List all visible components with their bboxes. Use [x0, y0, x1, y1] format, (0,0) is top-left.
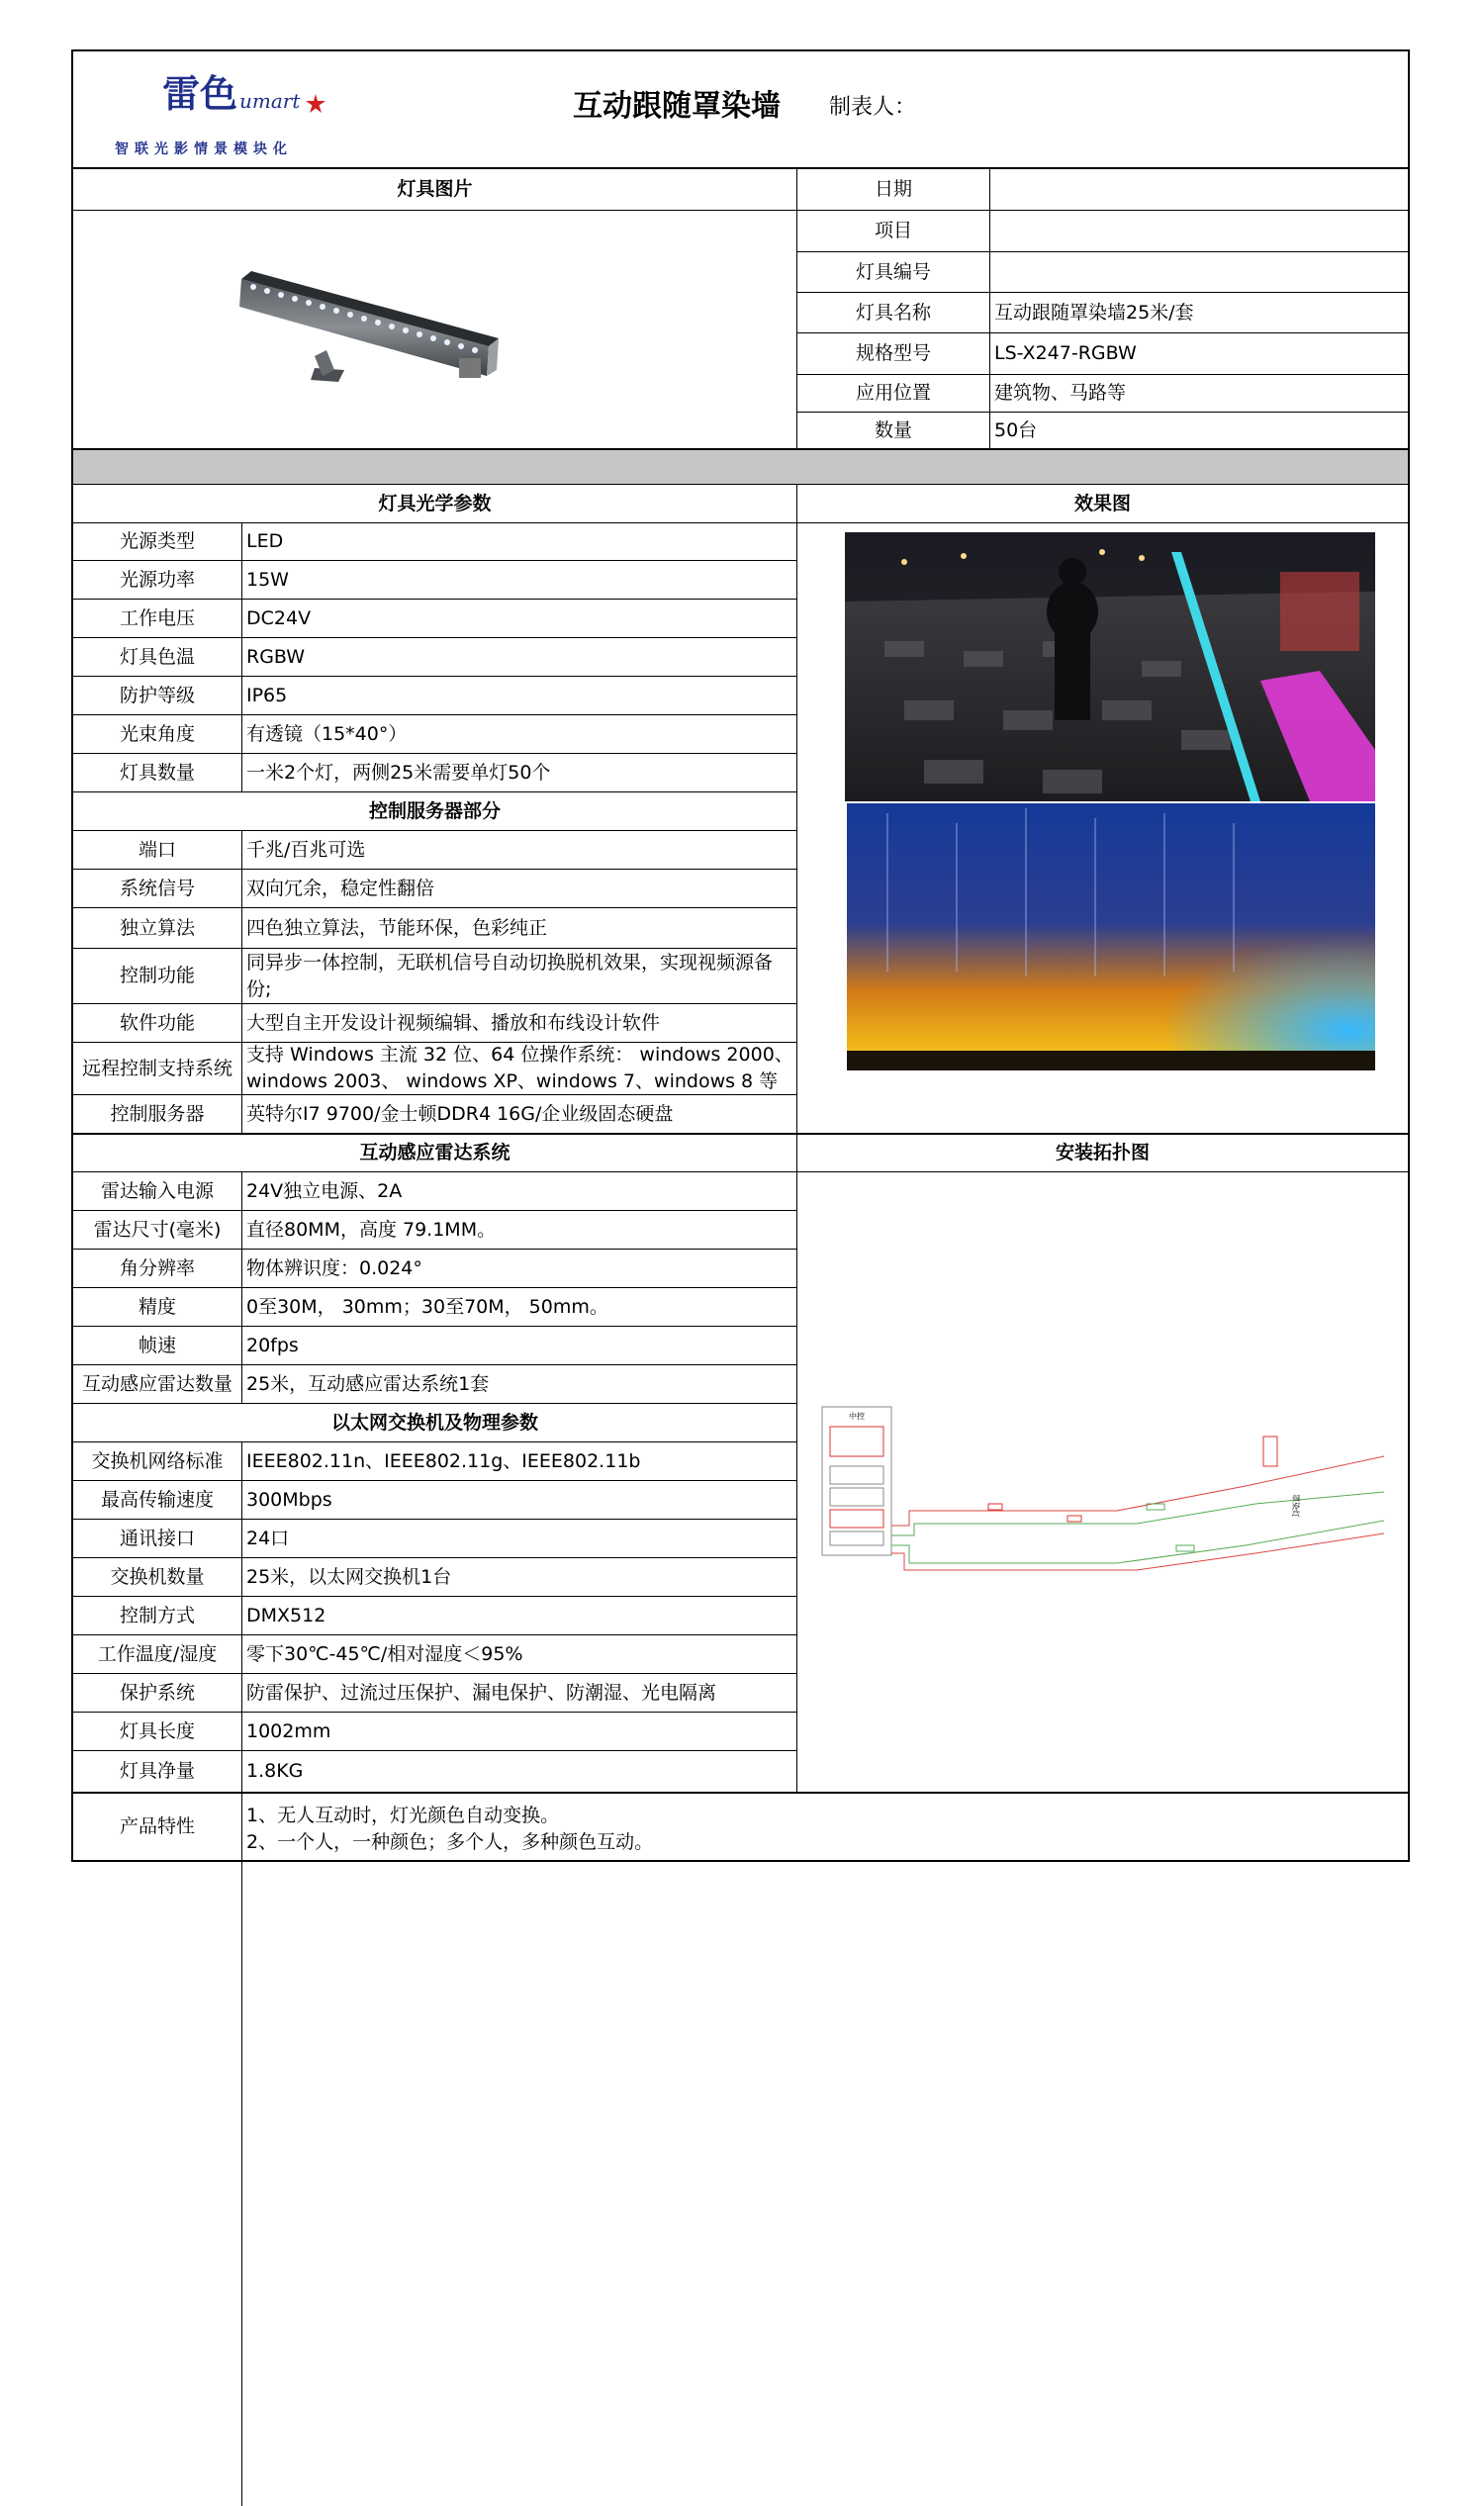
optical-label: 光束角度 — [119, 722, 195, 745]
effect-header: 效果图 — [1073, 492, 1131, 514]
radar-value: 24V独立电源、2A — [246, 1179, 403, 1202]
radar-label: 精度 — [138, 1295, 176, 1318]
radar-value: 25米，互动感应雷达系统1套 — [246, 1372, 490, 1395]
radar-label: 雷达输入电源 — [100, 1179, 214, 1202]
radar-value: 物体辨识度：0.024° — [246, 1256, 422, 1279]
info-label-lamp-number: 灯具编号 — [855, 260, 931, 283]
brand-logo — [113, 59, 370, 158]
control-label: 远程控制支持系统 — [81, 1057, 232, 1079]
radar-label: 角分辨率 — [119, 1256, 195, 1279]
effect-photo-walkway — [845, 532, 1375, 801]
optical-label: 工作电压 — [119, 606, 195, 629]
spec-sheet — [71, 49, 1410, 1862]
info-label-application: 应用位置 — [855, 382, 931, 404]
info-label-model: 规格型号 — [855, 342, 931, 364]
maker-label: 制表人： — [829, 94, 917, 120]
logo-script-text: umart — [239, 89, 301, 113]
control-value: 大型自主开发设计视频编辑、播放和布线设计软件 — [246, 1011, 661, 1034]
info-value-model: LS-X247-RGBW — [994, 342, 1137, 364]
control-value: 英特尔I7 9700/金士顿DDR4 16G/企业级固态硬盘 — [246, 1102, 674, 1125]
features-text — [246, 1803, 1394, 1856]
info-value-lamp-name: 互动跟随罩染墙25米/套 — [994, 301, 1194, 324]
control-label: 端口 — [138, 838, 176, 861]
switch-value: 24口 — [246, 1527, 290, 1549]
logo-brand-text: 雷色 — [162, 71, 238, 116]
optical-header: 灯具光学参数 — [378, 492, 492, 514]
switch-value: 1002mm — [246, 1719, 331, 1742]
optical-value: RGBW — [246, 645, 306, 668]
radar-value: 0至30M， 30mm；30至70M， 50mm。 — [246, 1295, 608, 1318]
radar-label: 互动感应雷达数量 — [81, 1372, 232, 1395]
info-value-application: 建筑物、马路等 — [994, 382, 1127, 404]
control-value: 四色独立算法，节能环保，色彩纯正 — [246, 916, 548, 939]
switch-label: 通讯接口 — [119, 1527, 195, 1549]
radar-value: 20fps — [246, 1334, 299, 1356]
separator-band — [73, 450, 1408, 484]
switch-header: 以太网交换机及物理参数 — [73, 1404, 796, 1441]
switch-value: DMX512 — [246, 1604, 326, 1626]
optical-label: 光源类型 — [119, 530, 195, 552]
radar-value: 直径80MM，高度 79.1MM。 — [246, 1218, 497, 1241]
switch-value: 1.8KG — [246, 1760, 304, 1782]
info-label-lamp-name: 灯具名称 — [855, 301, 931, 324]
optical-label: 灯具色温 — [119, 645, 195, 668]
switch-value: 防雷保护、过流过压保护、漏电保护、防潮湿、光电隔离 — [246, 1681, 717, 1704]
optical-value: IP65 — [246, 684, 288, 706]
info-label-date: 日期 — [874, 177, 912, 200]
info-value-date — [990, 168, 1408, 210]
switch-label: 控制方式 — [119, 1604, 195, 1626]
switch-value: 25米，以太网交换机1台 — [246, 1565, 452, 1588]
control-value: 同异步一体控制，无联机信号自动切换脱机效果，实现视频源备份; — [246, 951, 774, 1000]
switch-label: 交换机数量 — [110, 1565, 205, 1588]
info-label-quantity: 数量 — [874, 418, 912, 441]
topology-diagram — [810, 1397, 1404, 1624]
effect-photo-waterfall — [847, 803, 1375, 1070]
control-label: 控制功能 — [119, 965, 195, 986]
radar-header: 互动感应雷达系统 — [359, 1142, 510, 1163]
radar-label: 帧速 — [138, 1334, 176, 1356]
switch-label: 最高传输速度 — [100, 1488, 214, 1511]
control-header: 控制服务器部分 — [73, 792, 796, 830]
switch-value: 300Mbps — [246, 1488, 332, 1511]
control-label: 控制服务器 — [110, 1102, 205, 1125]
control-label: 系统信号 — [119, 877, 195, 899]
control-value: 支持 Windows 主流 32 位、64 位操作系统： windows 2000、windows 2003、 windows XP、windows 7、windows 8 等 — [246, 1044, 793, 1092]
switch-label: 保护系统 — [119, 1681, 195, 1704]
info-value-quantity: 50台 — [994, 418, 1038, 441]
optical-value: 一米2个灯，两侧25米需要单灯50个 — [246, 761, 551, 784]
topology-lamp-label: 罩染灯 — [1291, 1494, 1300, 1518]
topology-header: 安装拓扑图 — [1055, 1142, 1150, 1163]
info-label-project: 项目 — [874, 220, 912, 241]
optical-value: 有透镜（15*40°） — [246, 722, 408, 745]
switch-label: 灯具净量 — [119, 1760, 195, 1782]
control-value: 双向冗余，稳定性翻倍 — [246, 877, 435, 899]
switch-value: 零下30℃-45℃/相对湿度＜95% — [246, 1642, 523, 1665]
control-label: 软件功能 — [119, 1011, 195, 1034]
radar-label: 雷达尺寸(毫米) — [93, 1218, 222, 1241]
control-value: 千兆/百兆可选 — [246, 838, 366, 861]
info-value-project — [990, 211, 1408, 251]
switch-label: 工作温度/湿度 — [97, 1642, 218, 1665]
switch-value: IEEE802.11n、IEEE802.11g、IEEE802.11b — [246, 1449, 641, 1472]
switch-label: 交换机网络标准 — [91, 1449, 224, 1472]
optical-label: 光源功率 — [119, 568, 195, 591]
switch-label: 灯具长度 — [119, 1719, 195, 1742]
feature-line-1: 1、无人互动时，灯光颜色自动变换。 — [246, 1805, 560, 1826]
page-title: 互动跟随罩染墙 — [573, 88, 781, 124]
features-label: 产品特性 — [119, 1815, 195, 1837]
optical-value: 15W — [246, 568, 289, 591]
lamp-photo — [232, 259, 528, 418]
topology-box-label: 中控 — [849, 1412, 865, 1421]
control-label: 独立算法 — [119, 916, 195, 939]
photo-header: 灯具图片 — [397, 177, 473, 200]
feature-line-2: 2、一个人，一种颜色；多个人，多种颜色互动。 — [246, 1831, 654, 1853]
optical-label: 灯具数量 — [119, 761, 195, 784]
optical-value: LED — [246, 530, 284, 552]
logo-slogan: 智联光影情景模块化 — [115, 141, 293, 157]
optical-label: 防护等级 — [119, 684, 195, 706]
optical-value: DC24V — [246, 606, 312, 629]
logo-star-icon — [305, 93, 326, 115]
info-value-lamp-number — [990, 252, 1408, 292]
